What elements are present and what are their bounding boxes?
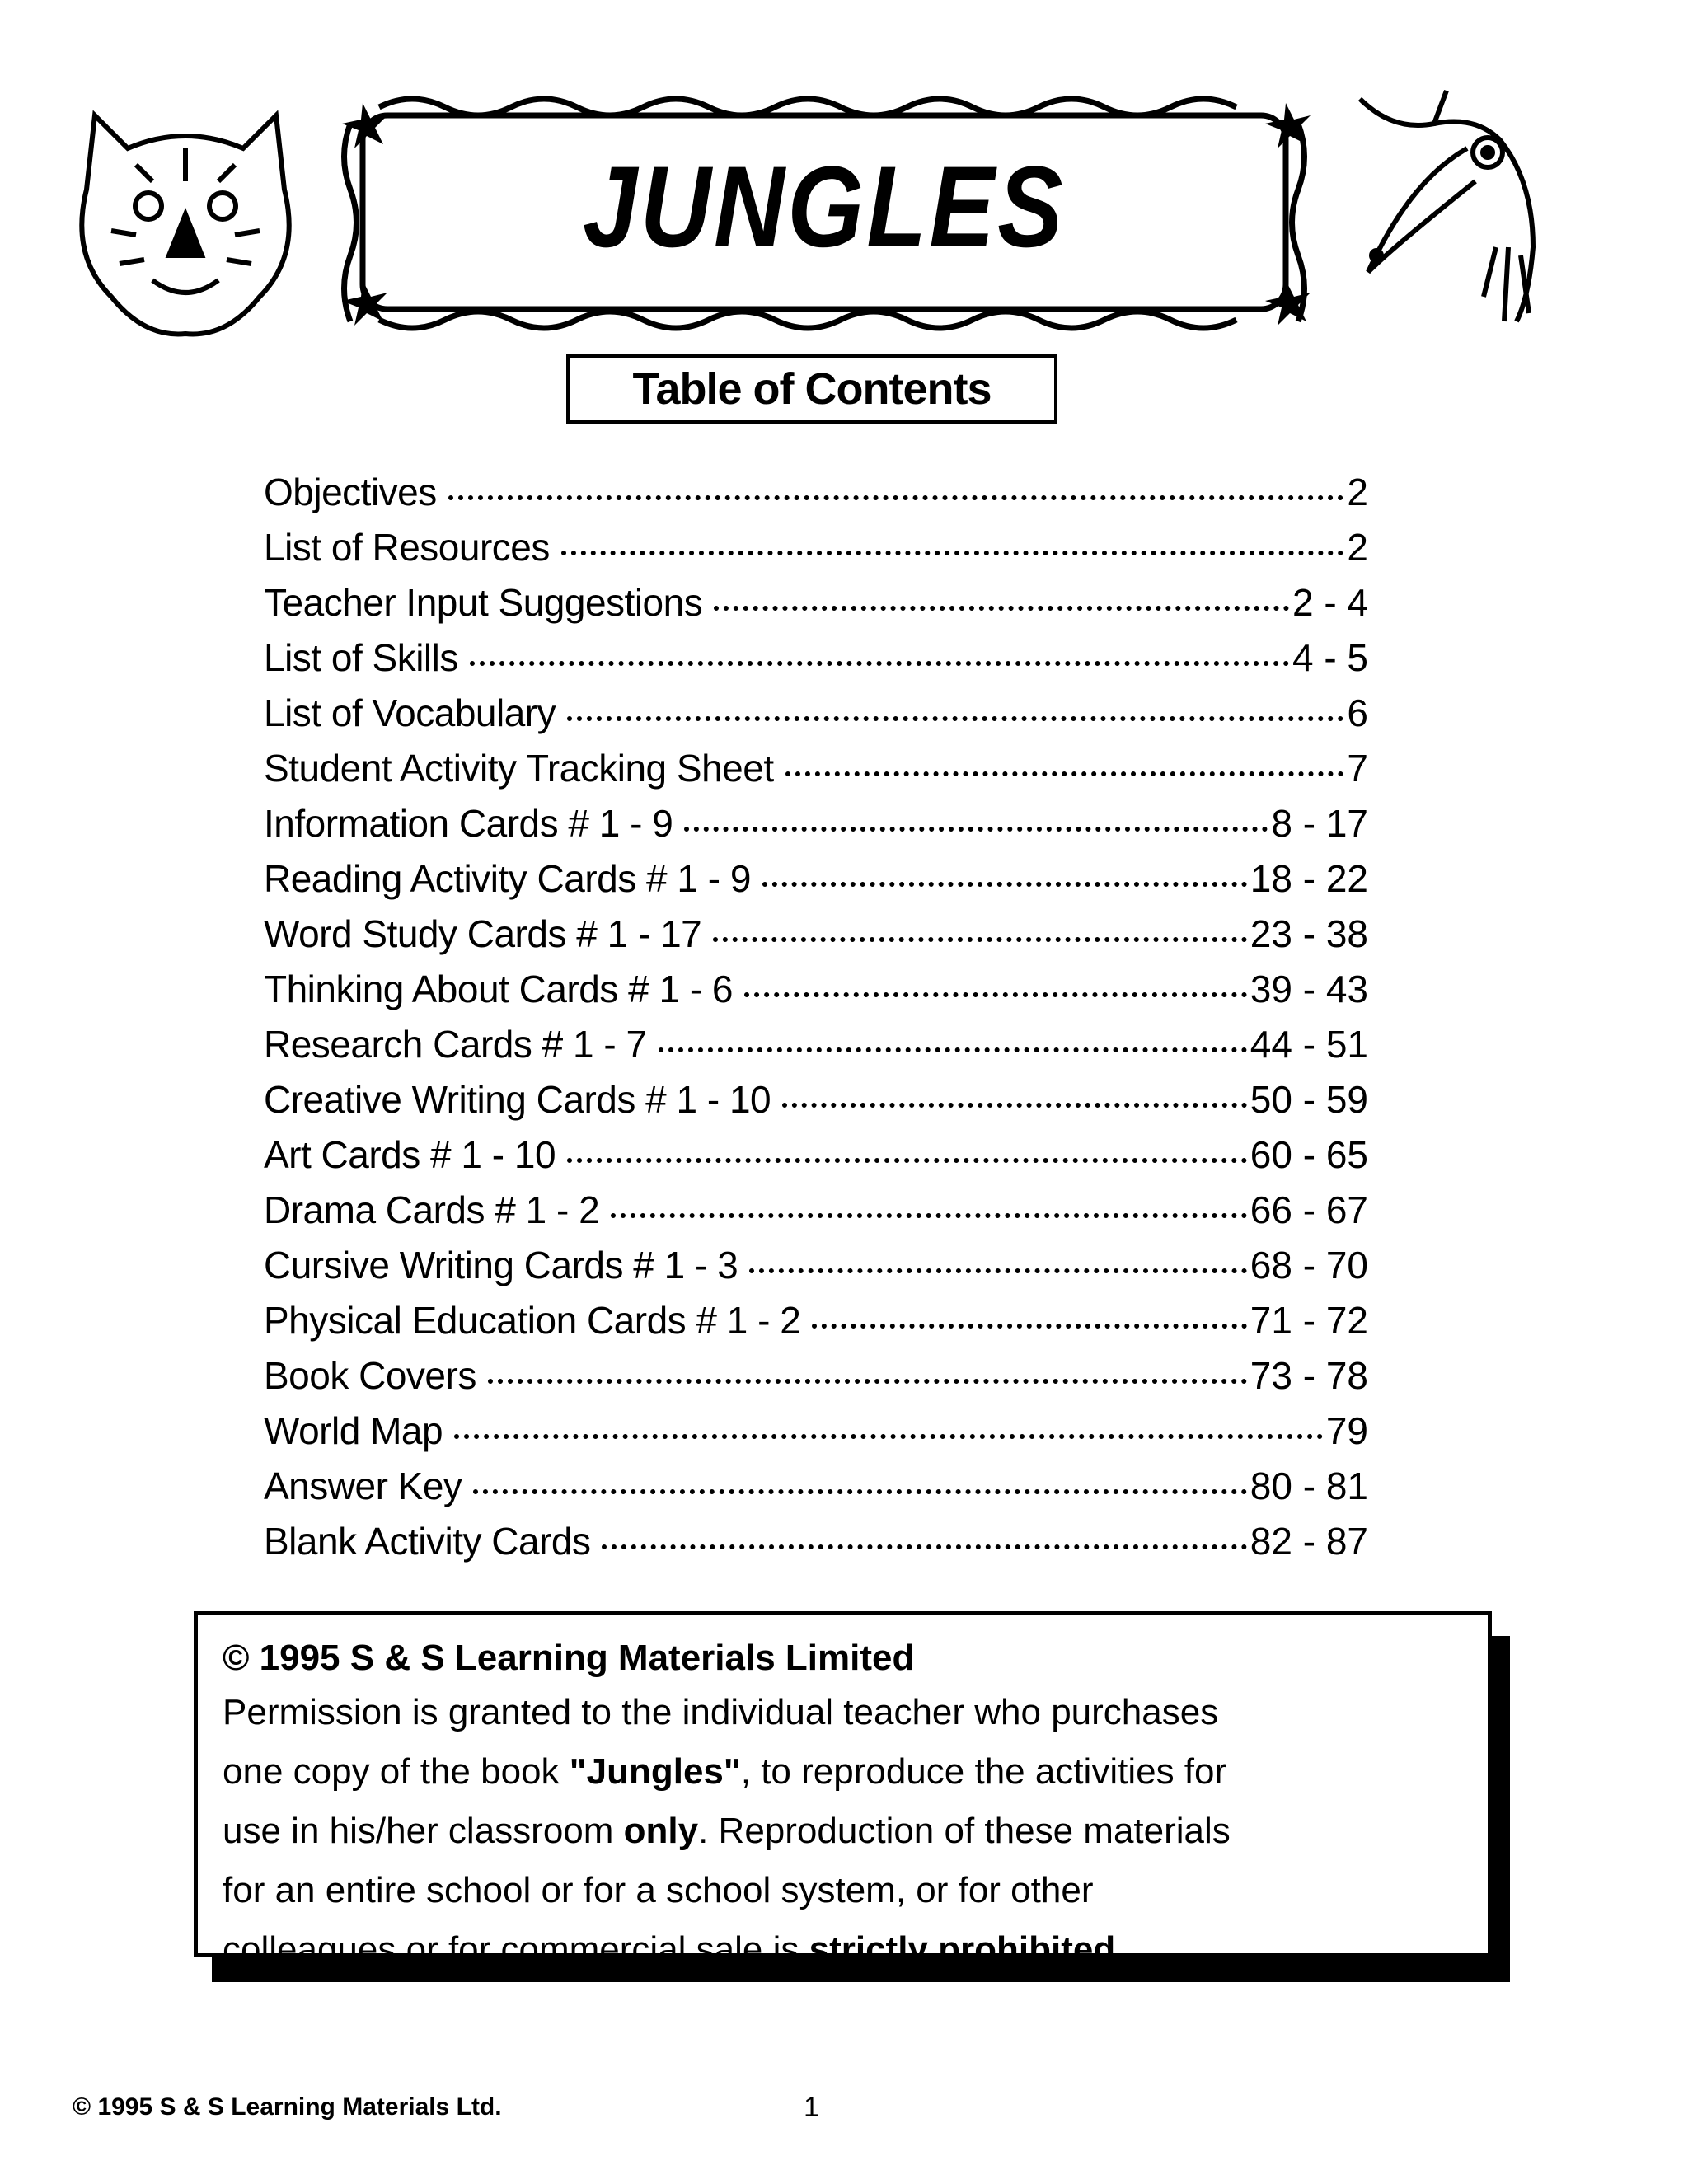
dot-leader	[448, 495, 1344, 500]
dot-leader	[714, 606, 1289, 611]
toc-entry-pages: 73 - 78	[1250, 1354, 1368, 1397]
toc-entry-label: World Map	[264, 1409, 443, 1452]
toc-entry-pages: 18 - 22	[1250, 857, 1368, 900]
toc-entry	[264, 967, 1368, 1022]
toc-entry-pages: 7	[1347, 747, 1368, 790]
notice-line	[223, 1802, 1463, 1861]
toc-entry	[264, 746, 1368, 801]
dot-leader	[611, 1213, 1247, 1218]
toc-entry-pages: 2	[1347, 471, 1368, 513]
notice-emphasis: only	[623, 1811, 699, 1851]
notice-emphasis: strictly prohibited	[809, 1929, 1116, 1970]
toc-entry-label: List of Resources	[264, 526, 550, 569]
footer-copyright: © 1995 S & S Learning Materials Ltd.	[73, 2093, 502, 2121]
toc-entry-pages: 68 - 70	[1250, 1244, 1368, 1286]
toc-entry-label: Word Study Cards # 1 - 17	[264, 912, 702, 955]
toc-entry	[264, 635, 1368, 691]
toc-entry	[264, 580, 1368, 635]
toc-entry	[264, 525, 1368, 580]
toc-entry-label: List of Skills	[264, 636, 458, 679]
notice-text: .	[1115, 1929, 1126, 1970]
notice-line: for an entire school or for a school system, or for other	[223, 1870, 1094, 1910]
book-title: JUNGLES	[583, 142, 1066, 271]
table-of-contents-heading: Table of Contents	[566, 354, 1057, 424]
dot-leader	[762, 882, 1247, 887]
toc-entry-pages: 82 - 87	[1250, 1520, 1368, 1563]
dot-leader	[488, 1379, 1247, 1384]
notice-line	[223, 1920, 1463, 1980]
dot-leader	[749, 1268, 1247, 1273]
toc-entry-pages: 44 - 51	[1250, 1023, 1368, 1066]
toc-entry	[264, 1298, 1368, 1353]
copyright-notice-box	[194, 1611, 1492, 1970]
toc-entry-label: Objectives	[264, 471, 437, 513]
dot-leader	[567, 1158, 1247, 1163]
toc-entry	[264, 856, 1368, 912]
notice-book-title: "Jungles"	[569, 1751, 741, 1792]
toc-entry-pages: 50 - 59	[1250, 1078, 1368, 1121]
toc-entry-label: Blank Activity Cards	[264, 1520, 591, 1563]
dot-leader	[561, 551, 1344, 555]
toc-entry-label: Answer Key	[264, 1465, 462, 1507]
toc-entry	[264, 1188, 1368, 1243]
toc-entry	[264, 1077, 1368, 1132]
dot-leader	[473, 1489, 1246, 1494]
dot-leader	[567, 716, 1343, 721]
toc-entry	[264, 1519, 1368, 1574]
toc-entry-label: Information Cards # 1 - 9	[264, 802, 673, 845]
dot-leader	[713, 937, 1247, 942]
toc-entry-pages: 71 - 72	[1250, 1299, 1368, 1342]
toc-entry	[264, 1243, 1368, 1298]
dot-leader	[454, 1434, 1323, 1439]
dot-leader	[744, 992, 1247, 997]
toc-entry	[264, 1022, 1368, 1077]
toc-entry-pages: 8 - 17	[1271, 802, 1368, 845]
page-number: 1	[804, 2092, 819, 2123]
notice-text: use in his/her classroom	[223, 1811, 624, 1851]
toc-entry-pages: 79	[1325, 1409, 1368, 1452]
toc-entry-pages: 2 - 4	[1292, 581, 1368, 624]
notice-text: , to reproduce the activities for	[740, 1751, 1227, 1792]
toc-entry-label: Drama Cards # 1 - 2	[264, 1188, 600, 1231]
tiger-head-illustration	[62, 91, 309, 338]
toc-entry-label: Student Activity Tracking Sheet	[264, 747, 774, 790]
notice-text: . Reproduction of these materials	[698, 1811, 1231, 1851]
toc-entry-label: Thinking About Cards # 1 - 6	[264, 968, 733, 1010]
toc-entry	[264, 470, 1368, 525]
notice-text: colleagues or for commercial sale is	[223, 1929, 809, 1970]
dot-leader	[602, 1544, 1246, 1549]
toc-entry-pages: 60 - 65	[1250, 1133, 1368, 1176]
dot-leader	[684, 827, 1268, 832]
notice-heading: © 1995 S & S Learning Materials Limited	[223, 1638, 915, 1678]
dot-leader	[785, 771, 1344, 776]
toc-entry-label: Cursive Writing Cards # 1 - 3	[264, 1244, 738, 1286]
toc-entry-pages: 6	[1347, 691, 1368, 734]
toc-entry	[264, 1132, 1368, 1188]
title-banner	[330, 91, 1319, 334]
hornbill-illustration	[1343, 82, 1591, 330]
toc-entry-pages: 39 - 43	[1250, 968, 1368, 1010]
toc-entry-label: Creative Writing Cards # 1 - 10	[264, 1078, 771, 1121]
toc-entry-label: List of Vocabulary	[264, 691, 556, 734]
dot-leader	[470, 661, 1289, 666]
notice-line: Permission is granted to the individual teacher who purchases	[223, 1692, 1219, 1732]
dot-leader	[812, 1324, 1246, 1329]
toc-entry	[264, 1408, 1368, 1464]
toc-entry	[264, 691, 1368, 746]
dot-leader	[659, 1047, 1247, 1052]
toc-entry-pages: 23 - 38	[1250, 912, 1368, 955]
toc-entry-pages: 80 - 81	[1250, 1465, 1368, 1507]
dot-leader	[782, 1103, 1247, 1108]
toc-entry-pages: 66 - 67	[1250, 1188, 1368, 1231]
notice-line	[223, 1742, 1463, 1802]
toc-entry-label: Teacher Input Suggestions	[264, 581, 703, 624]
toc-entry	[264, 912, 1368, 967]
toc-entry-label: Research Cards # 1 - 7	[264, 1023, 647, 1066]
toc-entry	[264, 1464, 1368, 1519]
toc-entry	[264, 801, 1368, 856]
toc-entry-label: Physical Education Cards # 1 - 2	[264, 1299, 801, 1342]
toc-entry	[264, 1353, 1368, 1408]
notice-text: one copy of the book	[223, 1751, 570, 1792]
toc-entry-label: Art Cards # 1 - 10	[264, 1133, 556, 1176]
table-of-contents	[264, 470, 1368, 1574]
toc-entry-pages: 2	[1347, 526, 1368, 569]
toc-entry-pages: 4 - 5	[1292, 636, 1368, 679]
page-header	[0, 82, 1688, 338]
toc-entry-label: Reading Activity Cards # 1 - 9	[264, 857, 751, 900]
toc-entry-label: Book Covers	[264, 1354, 476, 1397]
